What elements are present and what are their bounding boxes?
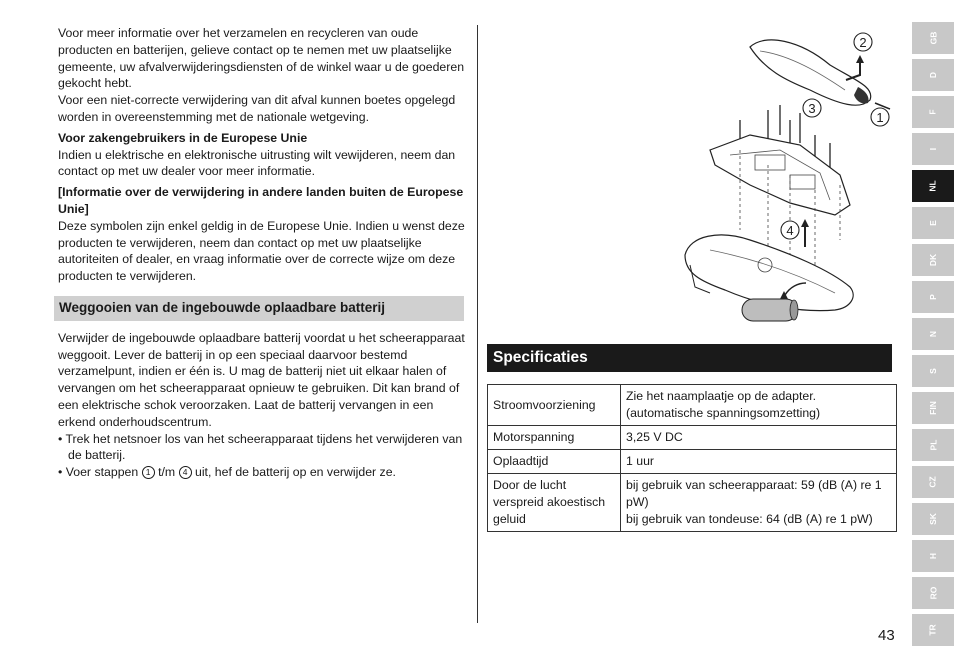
left-column — [58, 25, 468, 481]
specifications-title: Specificaties — [487, 344, 892, 372]
language-tab-tr[interactable] — [912, 614, 954, 646]
spec-label: Oplaadtijd — [488, 450, 621, 474]
spec-value: 1 uur — [621, 450, 897, 474]
tab-label: GB — [928, 31, 938, 45]
tab-label: PL — [928, 439, 938, 451]
column-divider — [477, 25, 478, 623]
tab-label: E — [927, 220, 938, 226]
step-4-icon: 4 — [179, 466, 192, 479]
language-tab-fin[interactable] — [912, 392, 954, 424]
spec-label: Door de lucht verspreid akoestisch geluid — [488, 474, 621, 532]
language-tab-cz[interactable] — [912, 466, 954, 498]
language-tab-pl[interactable] — [912, 429, 954, 461]
spec-value — [621, 474, 897, 532]
step-4-label: 4 — [786, 223, 794, 238]
table-row — [488, 474, 897, 532]
tab-label: H — [927, 552, 938, 560]
step-1-label: 1 — [876, 110, 884, 125]
step-1-icon: 1 — [142, 466, 155, 479]
language-tab-n[interactable] — [912, 318, 954, 350]
table-row — [488, 426, 897, 450]
battery-removal-illustration — [670, 25, 910, 335]
language-tab-dk[interactable] — [912, 244, 954, 276]
battery-paragraph: Verwijder de ingebouwde oplaadbare batterij voordat u het scheerapparaat weggooit. Lever de batterij in op een speciaal daarvoor bestemd verzamelpunt, indien er één is. U mag de batterij niet uit elkaar halen of vervangen om het scheerapparaat opnieuw te gebruiken. Dit kan brand of een elektrische schok veroorzaken. Laat de batterij vervangen in een erkend onderhoudscentrum. — [58, 330, 465, 429]
language-tab-gb[interactable] — [912, 22, 954, 54]
bullet-steps-to: t/m — [158, 465, 176, 480]
bullet-steps-end: uit, hef de batterij op en verwijder ze. — [194, 465, 396, 480]
spec-value — [621, 385, 897, 426]
tab-label: RO — [928, 586, 938, 600]
tab-label: FIN — [927, 401, 938, 415]
outside-eu-heading: [Informatie over de verwijdering in andere landen buiten de Europese Unie] — [58, 185, 464, 216]
tab-label: SK — [928, 513, 938, 525]
fines-paragraph: Voor een niet-correcte verwijdering van dit afval kunnen boetes opgelegd worden in overeenstemming met de nationale wetgeving. — [58, 93, 456, 124]
table-row — [488, 450, 897, 474]
bullet-steps: • Voer stappen 1 t/m 4 uit, hef de batterij op en verwijder ze. — [58, 465, 396, 480]
spec-label: Motorspanning — [488, 426, 621, 450]
tab-label: CZ — [928, 476, 938, 488]
language-tab-h[interactable] — [912, 540, 954, 572]
tab-label: I — [928, 147, 938, 151]
outside-eu-paragraph: Deze symbolen zijn enkel geldig in de Europese Unie. Indien u wenst deze producten te verwijderen, neem dan contact op met uw plaatselijke autoriteiten of dealer, en vraag informatie over de correcte wijze om deze producten te verwijderen. — [58, 218, 465, 284]
language-tab-i[interactable] — [912, 133, 954, 165]
specifications-table — [487, 384, 897, 532]
bullet-steps-text: Voer stappen — [65, 465, 139, 480]
tab-label: S — [927, 368, 938, 374]
step-3-label: 3 — [808, 101, 816, 116]
business-users-heading: Voor zakengebruikers in de Europese Unie — [58, 130, 308, 145]
language-tab-sk[interactable] — [912, 503, 954, 535]
spec-label: Stroomvoorziening — [488, 385, 621, 426]
step-2-label: 2 — [859, 35, 867, 50]
tab-label: P — [927, 294, 938, 300]
language-tab-e[interactable] — [912, 207, 954, 239]
spec-value-line: bij gebruik van scheerapparaat: 59 (dB (A) re 1 pW) — [626, 478, 882, 509]
language-tab-ro[interactable] — [912, 577, 954, 609]
spec-value: 3,25 V DC — [621, 426, 897, 450]
spec-value-line: bij gebruik van tondeuse: 64 (dB (A) re 1 pW) — [626, 512, 873, 526]
language-tab-f[interactable] — [912, 96, 954, 128]
language-tab-nl[interactable] — [912, 170, 954, 202]
tab-label: N — [927, 330, 938, 338]
business-users-paragraph: Indien u elektrische en elektronische uitrusting wilt vewijderen, neem dan contact op met uw dealer voor meer informatie. — [58, 147, 456, 179]
battery-section-title: Weggooien van de ingebouwde oplaadbare batterij — [54, 296, 464, 321]
spec-value-line: Zie het naamplaatje op de adapter. — [626, 389, 817, 403]
bullet-unplug-text: Trek het netsnoer los van het scheerapparaat tijdens het verwijderen van de batterij. — [65, 431, 463, 463]
language-tab-s[interactable] — [912, 355, 954, 387]
tab-label: NL — [928, 180, 938, 192]
bullet-unplug: • Trek het netsnoer los van het scheerapparaat tijdens het verwijderen van de batterij. — [58, 431, 463, 463]
tab-label: D — [927, 71, 938, 79]
table-row — [488, 385, 897, 426]
language-tab-d[interactable] — [912, 59, 954, 91]
tab-label: F — [927, 109, 938, 115]
language-tab-p[interactable] — [912, 281, 954, 313]
tab-label: TR — [928, 624, 938, 636]
tab-label: DK — [928, 253, 938, 267]
language-tabs — [912, 22, 954, 651]
recycling-info-paragraph: Voor meer informatie over het verzamelen en recycleren van oude producten en batterijen, gelieve contact op te nemen met uw plaatselijke gemeente, uw afvalverwijderingsdiensten of de winkel waar u de goederen gekocht hebt. — [58, 26, 465, 91]
page-number: 43 — [878, 627, 895, 644]
spec-value-line: (automatische spanningsomzetting) — [626, 406, 821, 420]
